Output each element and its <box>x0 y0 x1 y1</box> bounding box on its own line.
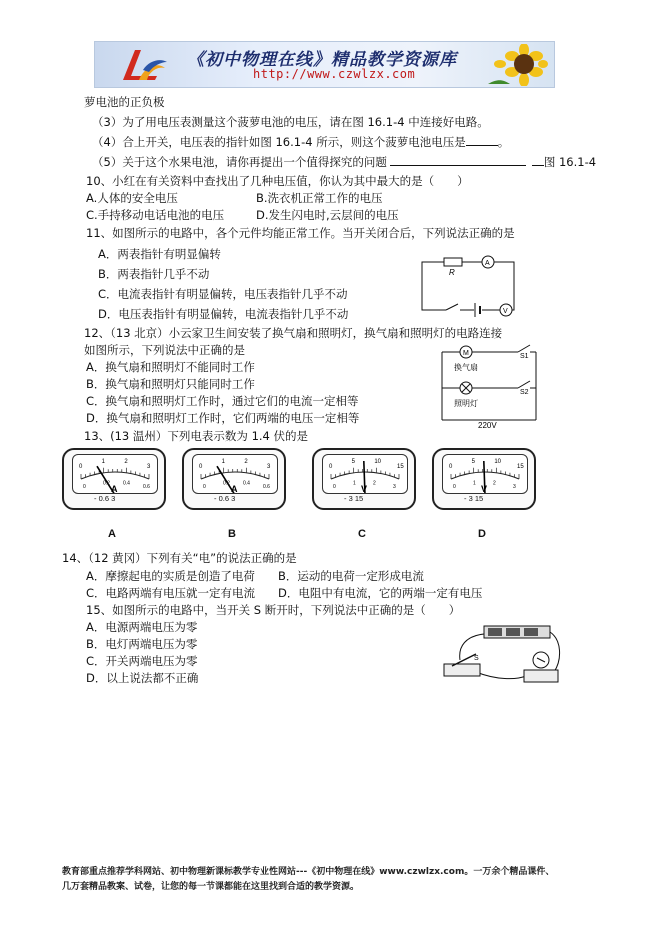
meter-option-letter: C <box>358 528 366 540</box>
text-fragment: （5）关于这个水果电池，请你再提出一个值得探究的问题 <box>92 155 387 169</box>
option: C．电路两端有电压就一定有电流 <box>86 586 256 600</box>
scale-label: 2 <box>244 458 248 465</box>
scale-label: 15 <box>517 464 524 470</box>
scale-label: 1 <box>101 458 106 465</box>
meter-scale <box>443 455 527 493</box>
resistor-label: R <box>449 268 455 277</box>
question-11: 11、如图所示的电路中，各个元件均能正常工作。当开关闭合后，下列说法正确的是 <box>86 226 515 240</box>
meter-option-letter: D <box>478 528 486 540</box>
scale-label: 15 <box>397 464 404 470</box>
option: C．电流表指针有明显偏转，电压表指针几乎不动 <box>98 287 348 301</box>
question-12-cont: 如图所示，下列说法中正确的是 <box>84 343 245 357</box>
option: D．以上说法都不正确 <box>86 671 199 685</box>
circuit-apparatus-15 <box>436 620 566 688</box>
lamp-label: 照明灯 <box>454 399 478 408</box>
answer-blank <box>466 134 498 146</box>
option: A．换气扇和照明灯不能同时工作 <box>86 360 255 374</box>
sub-scale-label: 2 <box>493 480 496 487</box>
resistor-icon <box>444 258 462 266</box>
scale-label: 0 <box>329 464 333 470</box>
meter-scale <box>193 455 277 493</box>
meter-dial <box>182 448 286 510</box>
sub-scale-label: 0.6 <box>143 484 150 490</box>
page-footer <box>62 865 554 895</box>
option: D．电压表指针有明显偏转，电流表指针几乎不动 <box>98 307 349 321</box>
switch-s2-label: S2 <box>520 389 529 396</box>
text-line <box>92 134 509 150</box>
meter-face <box>192 454 278 494</box>
banner-url: http://www.czwlzx.com <box>253 67 416 81</box>
meter-unit: V <box>481 484 488 493</box>
sub-scale-label: 2 <box>373 480 376 487</box>
sub-scale-label: 3 <box>393 484 396 490</box>
ammeter-label: A <box>485 260 490 267</box>
option: B．电灯两端电压为零 <box>86 637 198 651</box>
option: B．两表指针几乎不动 <box>98 267 210 281</box>
option: C．换气扇和照明灯工作时，通过它们的电流一定相等 <box>86 394 359 408</box>
meter-face <box>442 454 528 494</box>
scale-label: 5 <box>351 458 356 465</box>
figure-ref: 图 16.1-4 <box>543 155 597 169</box>
option: B．换气扇和照明灯只能同时工作 <box>86 377 255 391</box>
answer-blank <box>532 154 544 166</box>
meter-face <box>72 454 158 494</box>
banner-title: 《初中物理在线》精品教学资源库 <box>187 50 457 70</box>
meter-face <box>322 454 408 494</box>
sub-scale-label: 0.6 <box>263 484 270 490</box>
scale-label: 5 <box>471 458 476 465</box>
option: D．电阻中有电流，它的两端一定有电压 <box>278 586 483 600</box>
text-line <box>92 154 596 170</box>
sub-scale-label: 0 <box>453 484 456 490</box>
question-12: 12、（13 北京）小云家卫生间安装了换气扇和照明灯，换气扇和照明灯的电路连接 <box>84 326 503 340</box>
switch-s1-label: S1 <box>520 353 529 360</box>
option: C．开关两端电压为零 <box>86 654 198 668</box>
scale-label: 10 <box>494 458 502 465</box>
site-logo-icon <box>117 46 169 84</box>
sub-scale-label: 0.2 <box>103 480 110 487</box>
scale-label: 0 <box>79 464 83 470</box>
scale-label: 10 <box>374 458 382 465</box>
scale-label: 3 <box>267 464 271 470</box>
sub-scale-label: 0 <box>333 484 336 490</box>
scale-label: 3 <box>147 464 151 470</box>
question-13: 13、(13 温州）下列电表示数为 1.4 伏的是 <box>84 429 309 443</box>
footer-line-1: 教育部重点推荐学科网站、初中物理新课标教学专业性网站---《初中物理在线》www.czwlzx.com。一万余个精品课件、 <box>62 867 555 877</box>
svg-text:S: S <box>474 655 479 662</box>
scale-label: 0 <box>449 464 453 470</box>
scale-label: 1 <box>221 458 226 465</box>
meter-option-letter: A <box>108 528 116 540</box>
fan-label: 换气扇 <box>454 363 478 372</box>
scale-label: 0 <box>199 464 203 470</box>
sub-scale-label: 3 <box>513 484 516 490</box>
question-14: 14、（12 黄冈）下列有关“电”的说法正确的是 <box>62 551 297 565</box>
footer-line-2: 几万套精品教案、试卷，让您的每一节课都能在这里找到合适的教学资源。 <box>62 882 360 892</box>
circuit-diagram-12 <box>438 342 542 430</box>
text-line: （3）为了用电压表测量这个菠萝电池的电压，请在图 16.1-4 中连接好电路。 <box>92 115 489 129</box>
sub-scale-label: 0.4 <box>123 480 130 487</box>
sub-scale-label: 0.2 <box>223 480 230 487</box>
option: D．换气扇和照明灯工作时，它们两端的电压一定相等 <box>86 411 360 425</box>
motor-label: M <box>463 350 469 357</box>
sub-scale-label: 1 <box>473 480 476 487</box>
option: A.人体的安全电压 <box>86 191 178 205</box>
lamp-icon <box>460 382 472 394</box>
option: B.洗衣机正常工作的电压 <box>256 191 383 205</box>
bulb-icon <box>524 652 558 682</box>
option: A．摩擦起电的实质是创造了电荷 <box>86 569 255 583</box>
meter-unit: A <box>111 484 118 493</box>
meter-dial <box>432 448 536 510</box>
text-fragment: （4）合上开关，电压表的指针如图 16.1-4 所示，则这个菠萝电池电压是 <box>92 135 466 149</box>
sub-scale-label: 1 <box>353 480 356 487</box>
sunflower-icon <box>488 44 548 86</box>
voltmeter-label: V <box>503 308 508 315</box>
text-fragment: 。 <box>497 135 510 149</box>
circuit-diagram-11 <box>418 250 518 320</box>
answer-blank <box>390 154 526 166</box>
meter-unit: V <box>361 484 368 493</box>
option: A．两表指针有明显偏转 <box>98 247 221 261</box>
meter-terminals: - 3 15 <box>344 494 364 503</box>
option: B．运动的电荷一定形成电流 <box>278 569 424 583</box>
option: C.手持移动电话电池的电压 <box>86 208 225 222</box>
voltage-label: 220V <box>478 421 497 430</box>
question-15: 15、如图所示的电路中，当开关 S 断开时，下列说法中正确的是（ ） <box>86 603 461 617</box>
meter-terminals: - 3 15 <box>464 494 484 503</box>
battery-pack-icon <box>484 626 550 638</box>
meter-scale <box>323 455 407 493</box>
option: A．电源两端电压为零 <box>86 620 198 634</box>
meter-terminals: - 0.6 3 <box>214 494 236 503</box>
meter-terminals: - 0.6 3 <box>94 494 116 503</box>
meter-dial <box>312 448 416 510</box>
meter-scale <box>73 455 157 493</box>
meter-dial <box>62 448 166 510</box>
header-banner <box>94 41 555 88</box>
question-10: 10、小红在有关资料中查找出了几种电压值，你认为其中最大的是（ ） <box>86 174 469 188</box>
meter-option-letter: B <box>228 528 236 540</box>
sub-scale-label: 0 <box>203 484 206 490</box>
text-line: 萝电池的正负极 <box>84 95 165 109</box>
sub-scale-label: 0 <box>83 484 86 490</box>
meter-unit: A <box>231 484 238 493</box>
option: D.发生闪电时,云层间的电压 <box>256 208 399 222</box>
scale-label: 2 <box>124 458 128 465</box>
sub-scale-label: 0.4 <box>243 480 250 487</box>
